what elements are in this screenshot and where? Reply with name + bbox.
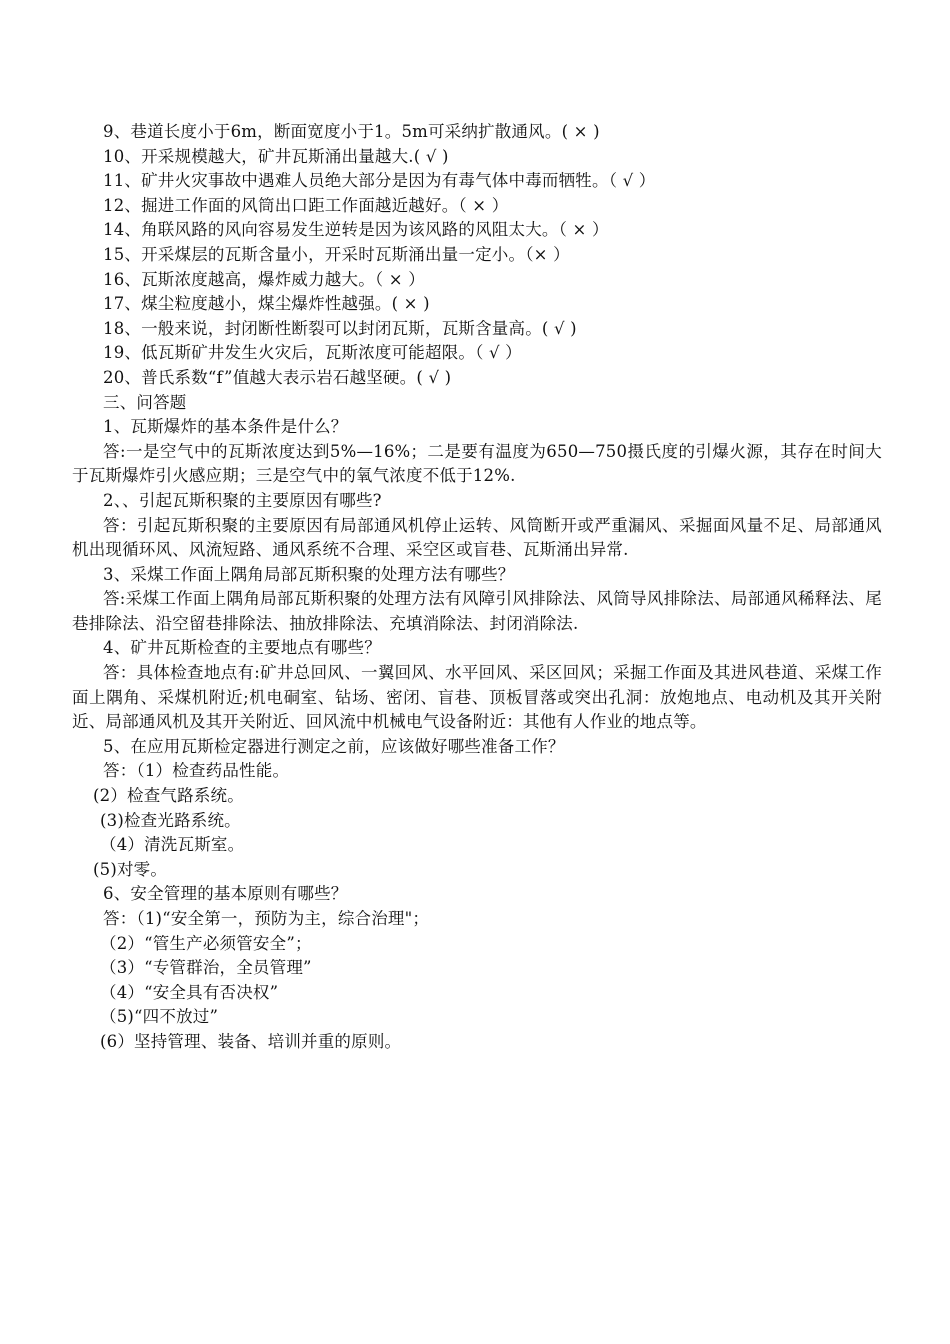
answer-6-line: （4）“安全具有否决权” (100, 982, 279, 1002)
question-1: 1、瓦斯爆炸的基本条件是什么？ (103, 417, 348, 437)
answer-5-line: (2）检查气路系统。 (93, 786, 244, 806)
answer-5-line: 答：（1）检查药品性能。 (103, 761, 290, 781)
answer-5-line: (5)对零。 (93, 859, 168, 879)
question-3: 3、采煤工作面上隅角局部瓦斯积聚的处理方法有哪些？ (103, 564, 515, 584)
tf-item-19: 19、低瓦斯矿井发生火灾后，瓦斯浓度可能超限。（ √ ） (103, 343, 522, 363)
tf-item-11: 11、矿井火灾事故中遇难人员绝大部分是因为有毒气体中毒而牺牲。（ √ ） (103, 171, 656, 191)
tf-item-14: 14、角联风路的风向容易发生逆转是因为该风路的风阻太大。（ × ） (103, 220, 609, 240)
answer-1: 答:一是空气中的瓦斯浓度达到5%—16%；二是要有温度为650—750摄氏度的引爆火源，其存在时间大于瓦斯爆炸引火感应期；三是空气中的氧气浓度不低于12%. (72, 441, 882, 486)
tf-item-16: 16、瓦斯浓度越高，爆炸威力越大。（ × ） (103, 269, 425, 289)
answer-6-line: （5)“四不放过” (100, 1007, 219, 1027)
question-4: 4、矿井瓦斯检查的主要地点有哪些？ (103, 638, 381, 658)
tf-item-10: 10、开采规模越大，矿井瓦斯涌出量越大.( √ ) (103, 146, 449, 166)
tf-item-17: 17、煤尘粒度越小，煤尘爆炸性越强。( × ) (103, 294, 430, 314)
answer-6-line: （2）“管生产必须管安全”； (100, 933, 312, 953)
answer-6-line: 答：（1)“安全第一，预防为主，综合治理"； (103, 909, 430, 928)
document-page (0, 120, 950, 1055)
tf-item-18: 18、一般来说，封闭断性断裂可以封闭瓦斯，瓦斯含量高。( √ ) (103, 318, 577, 338)
tf-item-9: 9、巷道长度小于6m，断面宽度小于1。5m可采纳扩散通风。( × ) (103, 122, 600, 141)
tf-item-20: 20、普氏系数“f”值越大表示岩石越坚硬。( √ ) (103, 367, 452, 387)
question-2: 2、、引起瓦斯积聚的主要原因有哪些? (103, 490, 382, 510)
question-5: 5、在应用瓦斯检定器进行测定之前，应该做好哪些准备工作？ (103, 736, 565, 756)
answer-6-line: (6）坚持管理、装备、培训并重的原则。 (100, 1031, 402, 1051)
answer-5-line: (3)检查光路系统。 (100, 810, 241, 830)
tf-item-15: 15、开采煤层的瓦斯含量小，开采时瓦斯涌出量一定小。（× ） (103, 244, 570, 264)
answer-3: 答:采煤工作面上隅角局部瓦斯积聚的处理方法有风障引风排除法、风筒导风排除法、局部通风稀释法、尾巷排除法、沿空留巷排除法、抽放排除法、充填消除法、封闭消除法. (72, 589, 882, 633)
section-title: 三、问答题 (103, 392, 187, 412)
answer-4: 答：具体检查地点有:矿井总回风、一翼回风、水平回风、采区回风；采掘工作面及其进风巷道、采煤工作面上隅角、采煤机附近;机电硐室、钻场、密闭、盲巷、顶板冒落或突出孔洞：放炮地点、电动机及其开关附近、局部通风机及其开关附近、回风流中机械电气设备附近：其他有人作业的地点等。 (72, 663, 882, 732)
tf-item-12: 12、掘进工作面的风筒出口距工作面越近越好。（ × ） (103, 195, 509, 215)
answer-5-line: （4）清洗瓦斯室。 (100, 835, 245, 855)
question-6: 6、安全管理的基本原则有哪些？ (103, 884, 348, 904)
answer-2: 答：引起瓦斯积聚的主要原因有局部通风机停止运转、风筒断开或严重漏风、采掘面风量不足、局部通风机出现循环风、风流短路、通风系统不合理、采空区或盲巷、瓦斯涌出异常. (72, 515, 882, 560)
answer-6-line: （3）“专管群治，全员管理” (100, 958, 312, 978)
